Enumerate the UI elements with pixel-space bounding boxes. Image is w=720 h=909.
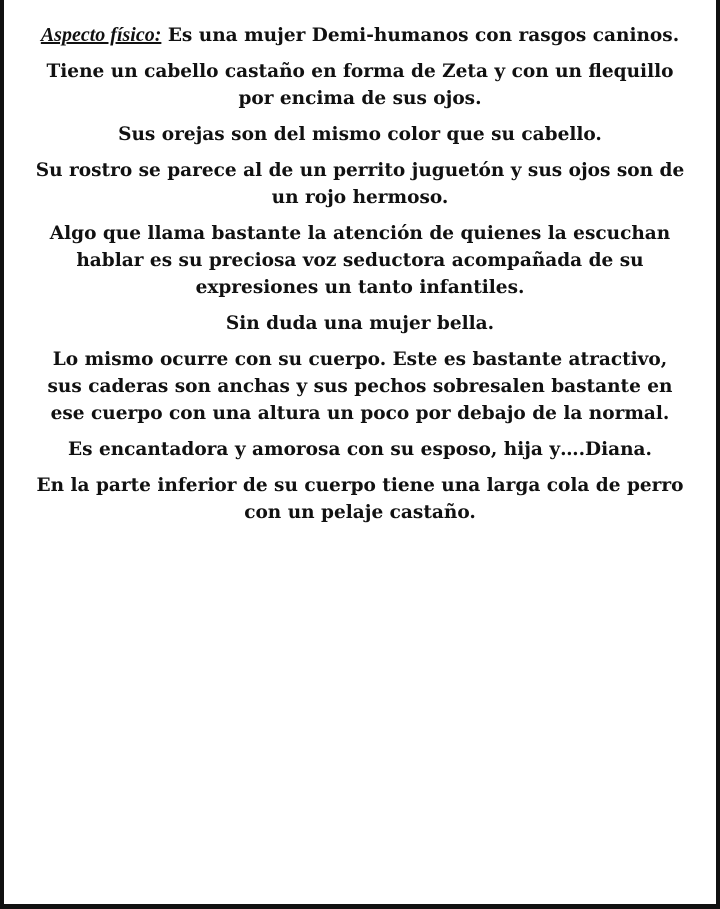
paragraph-beauty: Sin duda una mujer bella.	[225, 313, 495, 334]
paragraph-text: Es una mujer Demi-humanos con rasgos caninos.	[161, 25, 680, 46]
paragraph-hair: Tiene un cabello castaño en forma de Zeta y con un flequillo por encima de sus ojos.	[46, 61, 674, 109]
paragraph-face: Su rostro se parece al de un perrito juguetón y sus ojos son de un rojo hermoso.	[35, 160, 685, 208]
document-body	[34, 22, 686, 535]
paragraph-tail: En la parte inferior de su cuerpo tiene una larga cola de perro con un pelaje castaño.	[36, 475, 684, 523]
paragraph-body: Lo mismo ocurre con su cuerpo. Este es bastante atractivo, sus caderas son anchas y sus pechos sobresalen bastante en ese cuerpo con una altura un poco por debajo de la normal.	[47, 349, 673, 424]
paragraph-physical-aspect	[34, 22, 686, 49]
section-label: Aspecto físico:	[40, 24, 162, 46]
paragraph-voice: Algo que llama bastante la atención de quienes la escuchan hablar es su preciosa voz seductora acompañada de su expresiones un tanto infantiles.	[49, 223, 671, 298]
paragraph-ears: Sus orejas son del mismo color que su cabello.	[118, 124, 602, 145]
paragraph-personality: Es encantadora y amorosa con su esposo, hija y….Diana.	[67, 439, 652, 460]
